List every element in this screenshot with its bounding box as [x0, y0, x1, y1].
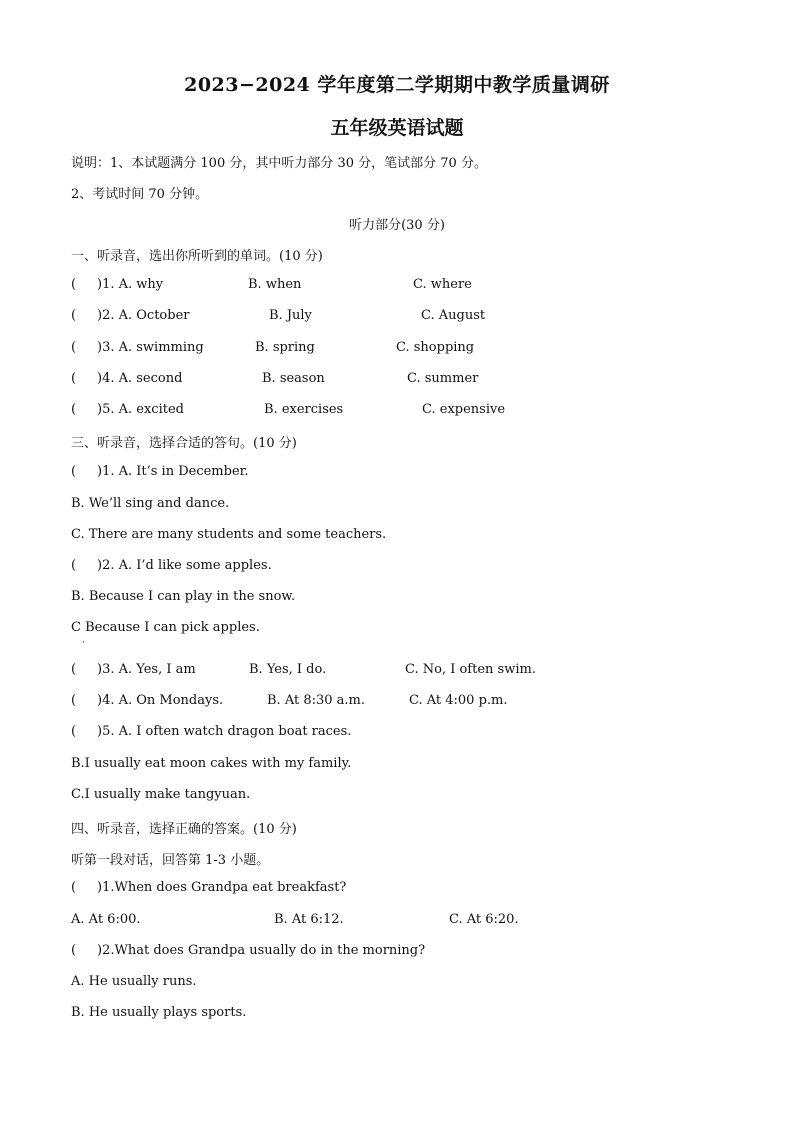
- answer-paren: (: [71, 558, 77, 573]
- section4-heading: 四、听录音，选择正确的答案。(10 分): [71, 822, 297, 837]
- answer-paren: (: [71, 464, 77, 479]
- instruction-line-1: 说明：1、本试题满分 100 分，其中听力部分 30 分，笔试部分 70 分。: [71, 156, 487, 171]
- question-option-a: A. At 6:00.: [71, 912, 141, 927]
- question-option-a: )4. A. On Mondays.: [97, 693, 224, 708]
- question-option-b: B. At 8:30 a.m.: [267, 693, 366, 708]
- question-option-b: B. exercises: [264, 402, 344, 417]
- instruction-line-2: 2、考试时间 70 分钟。: [71, 187, 209, 202]
- question-option-a: )5. A. I often watch dragon boat races.: [97, 724, 352, 739]
- question-option-c: C. where: [413, 277, 472, 292]
- section3-q1-option-b: B. We’ll sing and dance.: [71, 496, 230, 511]
- section4-q2-option-a: A. He usually runs.: [71, 974, 197, 989]
- question-option-c: C. No, I often swim.: [405, 662, 536, 677]
- question-option-c: C. expensive: [422, 402, 506, 417]
- answer-paren: (: [71, 693, 77, 708]
- question-option-a: )2. A. I’d like some apples.: [97, 558, 272, 573]
- question-text: )1.When does Grandpa eat breakfast?: [97, 880, 347, 895]
- answer-paren: (: [71, 402, 77, 417]
- question-text: )2.What does Grandpa usually do in the morning?: [97, 943, 426, 958]
- question-option-a: )1. A. why: [97, 277, 164, 292]
- question-option-c: C. shopping: [396, 340, 475, 355]
- answer-paren: (: [71, 943, 77, 958]
- question-option-b: B. At 6:12.: [274, 912, 344, 927]
- question-option-b: B. spring: [255, 340, 315, 355]
- question-option-a: )3. A. Yes, I am: [97, 662, 196, 677]
- answer-paren: (: [71, 308, 77, 323]
- exam-title: 2023−2024 学年度第二学期期中教学质量调研: [184, 74, 610, 96]
- question-option-a: )5. A. excited: [97, 402, 184, 417]
- question-option-a: )2. A. October: [97, 308, 190, 323]
- section3-heading: 三、听录音，选择合适的答句。(10 分): [71, 436, 297, 451]
- answer-paren: (: [71, 340, 77, 355]
- answer-paren: (: [71, 371, 77, 386]
- section3-q5-option-b: B.I usually eat moon cakes with my family.: [71, 756, 352, 771]
- question-option-a: )3. A. swimming: [97, 340, 204, 355]
- question-option-c: C. August: [421, 308, 486, 323]
- question-option-a: )1. A. It’s in December.: [97, 464, 249, 479]
- section4-intro: 听第一段对话，回答第 1-3 小题。: [71, 853, 270, 868]
- section3-q1-option-c: C. There are many students and some teachers.: [71, 527, 387, 542]
- exam-subtitle: 五年级英语试题: [330, 117, 464, 139]
- question-option-b: B. Yes, I do.: [249, 662, 327, 677]
- section3-q2-option-b: B. Because I can play in the snow.: [71, 589, 296, 604]
- question-option-c: C. At 6:20.: [449, 912, 519, 927]
- question-option-a: )4. A. second: [97, 371, 183, 386]
- question-option-b: B. July: [269, 308, 312, 323]
- section4-q2-option-b: B. He usually plays sports.: [71, 1005, 247, 1020]
- listening-heading: 听力部分(30 分): [349, 218, 445, 233]
- answer-paren: (: [71, 662, 77, 677]
- question-option-c: C. summer: [407, 371, 479, 386]
- section3-q5-option-c: C.I usually make tangyuan.: [71, 787, 251, 802]
- section3-q2-option-c: C Because I can pick apples.: [71, 620, 260, 635]
- answer-paren: (: [71, 724, 77, 739]
- answer-paren: (: [71, 880, 77, 895]
- question-option-b: B. when: [248, 277, 302, 292]
- question-option-b: B. season: [262, 371, 325, 386]
- stray-dot-mark: ·: [82, 638, 85, 648]
- question-option-c: C. At 4:00 p.m.: [409, 693, 508, 708]
- answer-paren: (: [71, 277, 77, 292]
- section1-heading: 一、听录音，选出你所听到的单词。(10 分): [71, 249, 323, 264]
